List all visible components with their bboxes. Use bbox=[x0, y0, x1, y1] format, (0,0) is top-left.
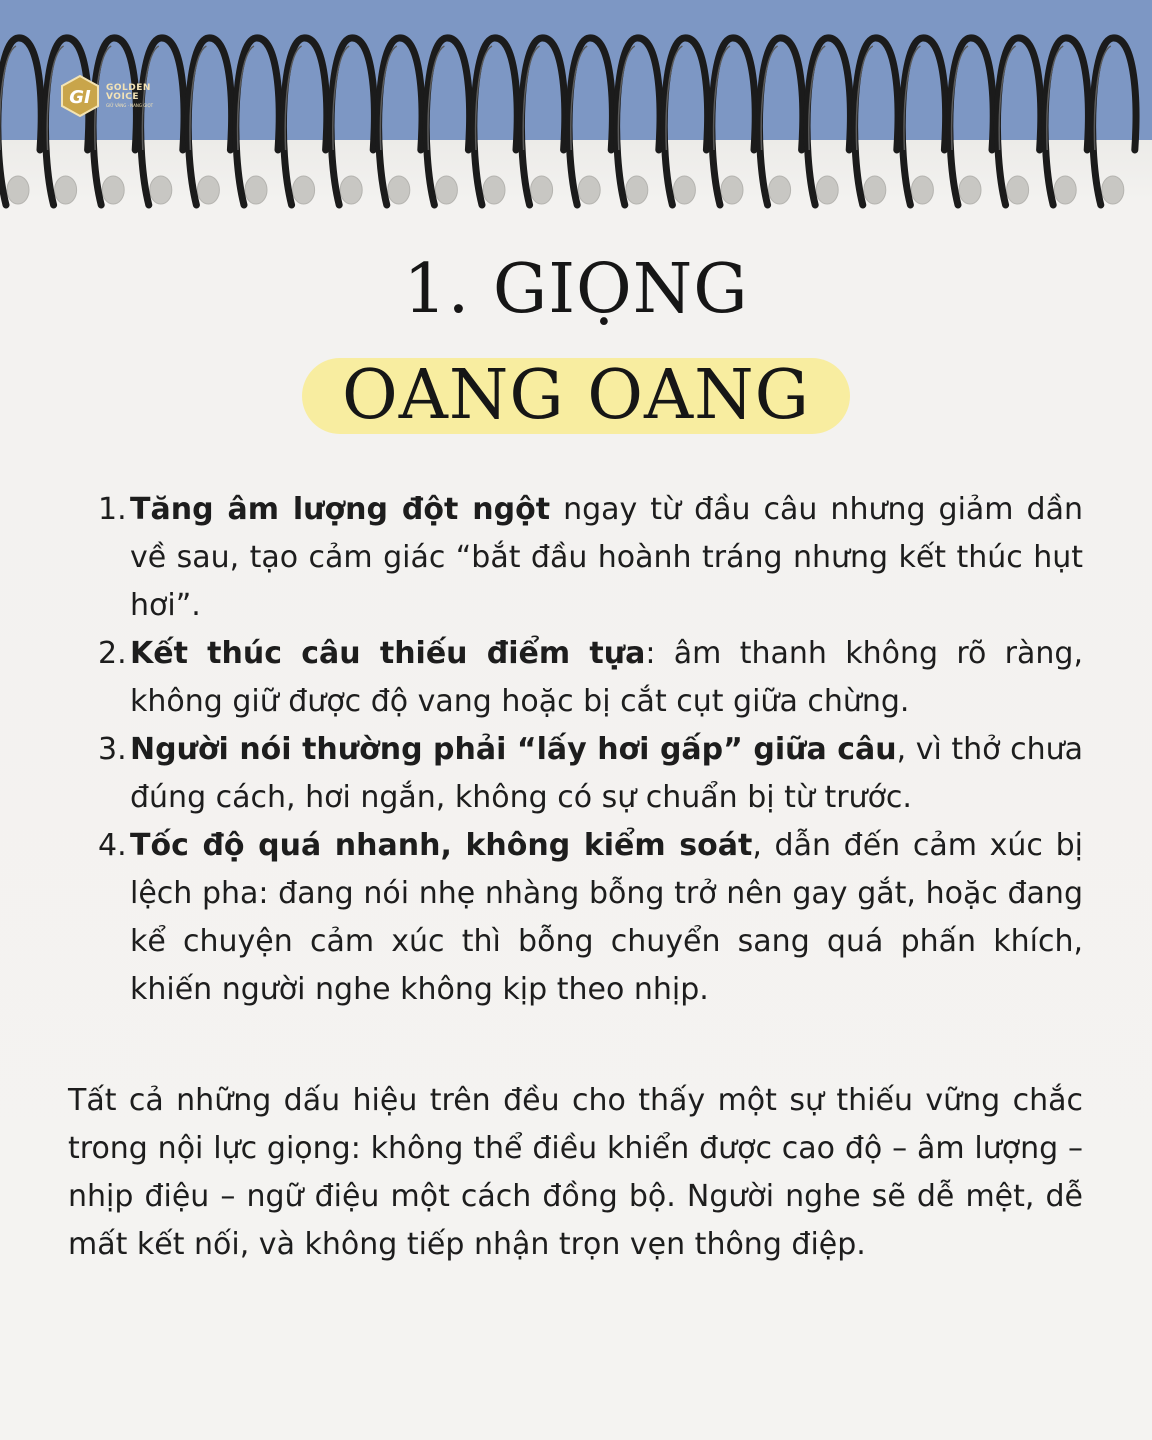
binding-hole bbox=[435, 176, 457, 204]
list-item-heading: Tăng âm lượng đột ngột bbox=[130, 492, 551, 527]
summary-paragraph: Tất cả những dấu hiệu trên đều cho thấy một sự thiếu vững chắc trong nội lực giọng: không thể điều khiển được cao độ – âm lượng – nhịp điệu – ngữ điệu một cách đồng bộ. Người nghe sẽ dễ mệt, dễ mất kết nối, và không tiếp nhận trọn vẹn thông điệp. bbox=[68, 1083, 1083, 1262]
list-item-text: : âm thanh không rõ ràng, không giữ được độ vang hoặc bị cắt cụt giữa chừng. bbox=[130, 636, 1083, 719]
binding-hole bbox=[578, 176, 600, 204]
list-number: 4. bbox=[98, 828, 127, 863]
golden-voice-logo bbox=[58, 74, 153, 118]
logo-mark: GI bbox=[69, 87, 91, 108]
logo-word-voice: VOICE bbox=[106, 92, 140, 102]
list-item bbox=[98, 822, 1083, 1014]
list-item bbox=[98, 630, 1083, 726]
binding-hole bbox=[864, 176, 886, 204]
binding-hole bbox=[531, 176, 553, 204]
list-item bbox=[98, 726, 1083, 822]
binding-hole bbox=[1054, 176, 1076, 204]
binding-hole bbox=[245, 176, 267, 204]
logo-tagline: GIỮ VÀNG · NANG GIỌT bbox=[106, 103, 154, 108]
list-number: 3. bbox=[98, 732, 127, 767]
binding-hole bbox=[7, 176, 29, 204]
binding-hole bbox=[150, 176, 172, 204]
binding-hole bbox=[55, 176, 77, 204]
list-item bbox=[98, 486, 1083, 630]
list-number: 2. bbox=[98, 636, 127, 671]
binding-hole bbox=[626, 176, 648, 204]
binding-hole bbox=[293, 176, 315, 204]
page-title-line1: 1. GIỌNG bbox=[403, 250, 749, 329]
binding-hole bbox=[340, 176, 362, 204]
list-item-heading: Kết thúc câu thiếu điểm tựa bbox=[130, 636, 646, 671]
list-item-text: ngay từ đầu câu nhưng giảm dần về sau, tạo cảm giác “bắt đầu hoành tráng nhưng kết thúc hụt hơi”. bbox=[130, 492, 1083, 623]
binding-hole bbox=[721, 176, 743, 204]
list-item-text: , vì thở chưa đúng cách, hơi ngắn, không có sự chuẩn bị từ trước. bbox=[130, 732, 1083, 815]
binding-hole bbox=[816, 176, 838, 204]
sign-list bbox=[98, 486, 1083, 1014]
list-item-heading: Người nói thường phải “lấy hơi gấp” giữa câu bbox=[130, 732, 897, 767]
binding-hole bbox=[388, 176, 410, 204]
binding-hole bbox=[1007, 176, 1029, 204]
spiral-binding bbox=[0, 0, 1152, 230]
binding-hole bbox=[1102, 176, 1124, 204]
list-item-text: , dẫn đến cảm xúc bị lệch pha: đang nói nhẹ nhàng bỗng trở nên gay gắt, hoặc đang kể chuyện cảm xúc thì bỗng chuyển sang quá phấn khích, khiến người nghe không kịp theo nhịp. bbox=[130, 828, 1083, 1007]
binding-hole bbox=[959, 176, 981, 204]
binding-hole bbox=[197, 176, 219, 204]
list-number: 1. bbox=[98, 492, 127, 527]
logo-word-golden: GOLDEN bbox=[106, 83, 151, 93]
page-title-line2: OANG OANG bbox=[342, 356, 810, 435]
binding-hole bbox=[911, 176, 933, 204]
binding-hole bbox=[483, 176, 505, 204]
binding-hole bbox=[673, 176, 695, 204]
binding-hole bbox=[769, 176, 791, 204]
list-item-heading: Tốc độ quá nhanh, không kiểm soát bbox=[130, 828, 753, 863]
logo-badge-icon bbox=[58, 74, 102, 118]
binding-hole bbox=[102, 176, 124, 204]
